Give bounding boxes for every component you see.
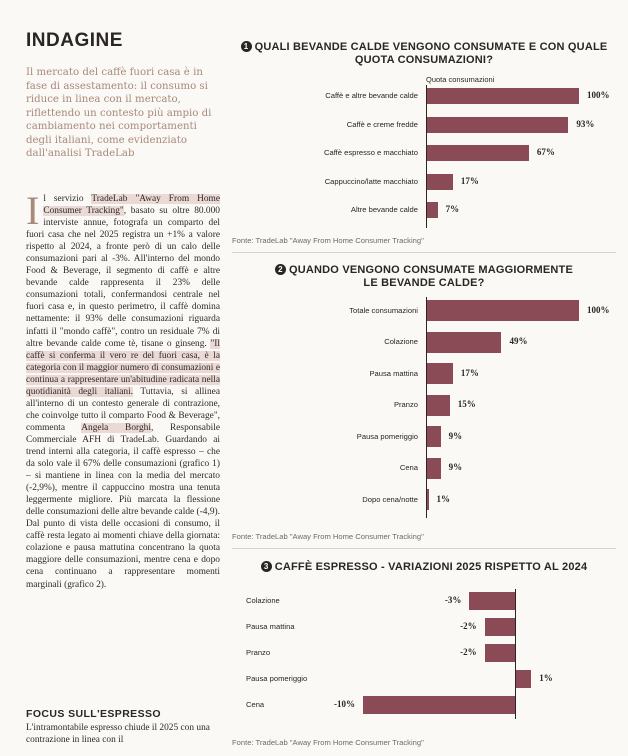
highlight-quote: "Il caffè si conferma il vero re del fuori casa, è la categoria con il maggior numero di consumazioni e continua a rappresentare un'abitudine radicata nella quotidianità degli italiani. [26,338,220,397]
chart-2-value-label: 15% [457,399,476,409]
chart-2-value-label: 9% [448,430,463,441]
chart-1-bar [427,88,579,104]
chart-1-value-label: 17% [460,175,479,186]
chart-2-label: Totale consumazioni [349,305,418,315]
chart-2-label: Cena [399,463,418,472]
chart-1-label: Caffè espresso e macchiato [324,148,418,157]
chart-2-label: Pausa mattina [369,368,418,378]
article-title: INDAGINE [26,30,123,51]
chart-2-number: 2 [275,264,286,275]
chart-2-label: Dopo cena/notte [362,494,418,504]
body-text-1: l servizio [43,194,92,204]
chart-2-source: Fonte: TradeLab "Away From Home Consumer Tracking" [232,532,424,541]
article-body [26,188,220,591]
chart-2-bar [427,363,453,384]
chart-1-value-label: 67% [536,147,555,157]
chart-3-number: 3 [261,561,272,572]
chart-1-title-text: QUALI BEVANDE CALDE VENGONO CONSUMATE E CON QUALE QUOTA CONSUMAZIONI? [254,41,608,66]
chart-2-bar [427,395,450,416]
chart-1-label: Cappuccino/latte macchiato [324,176,418,186]
chart-3-label: Colazione [246,596,280,605]
chart-3-label: Pausa mattina [246,622,295,631]
focus-title: FOCUS SULL'ESPRESSO [26,708,161,720]
chart-2-title [232,264,616,290]
chart-3-bar [363,696,515,714]
chart-1-bar [427,117,568,133]
focus-text: L'intramontabile espresso chiude il 2025 con una contrazione in linea con il [26,723,210,746]
chart-1-label: Caffè e creme fredde [346,119,418,129]
chart-1-number: 1 [241,41,252,52]
chart-2-bar [427,489,429,510]
chart-3-value-label: -10% [334,699,355,709]
chart-2-label: Colazione [384,337,418,346]
chart-1-label: Caffè e altre bevande calde [325,91,418,100]
chart-2-label: Pausa pomeriggio [356,431,418,441]
chart-3-bar [516,670,531,688]
chart-1-value-label: 100% [587,90,610,100]
chart-3-title [232,561,616,574]
chart-2-value-label: 17% [460,367,479,378]
chart-3-label: Pausa pomeriggio [246,674,308,683]
article-header [26,30,216,161]
chart-2-value-label: 100% [587,304,610,315]
chart-3-bar [485,644,515,662]
chart-2-value-label: 1% [436,493,451,504]
chart-3-axis [515,589,516,719]
chart-1-value-label: 7% [445,204,460,214]
chart-2-bar [427,458,441,479]
body-text-3: Tuttavia, si allinea all'interno di un contesto generale di contrazione, che coinvolge tutto il comparto Food & Beverage", commenta [26,386,220,433]
body-text-2: , basato su oltre 80.000 interviste annue, fotografa un comparto del fuori casa che nel 2025 registra un +1% a valore rispetto al 2024, a fronte però di un calo delle consumazioni pari al -3%. All'interno del mondo Food & Beverage, il segmento di caffè e altre bevande calde rappresenta il 23% delle consumazioni totali, confermandosi centrale nel fuori casa e, in questo perimetro, il caffè domina nettamente: il 93% delle consumazioni riguarda infatti il "mondo caffè", contro un residuale 7% di altre bevande calde come tè, tisane o ginseng. [26,206,220,349]
chart-1-source: Fonte: TradeLab "Away From Home Consumer Tracking" [232,236,424,245]
chart-1-title [232,41,616,67]
chart-3-value-label: -2% [460,647,477,657]
chart-3-value-label: -2% [460,621,477,631]
chart-2-value-label: 9% [448,462,463,472]
chart-1-column-header: Quota consumazioni [426,75,495,84]
chart-2-value-label: 49% [509,336,528,346]
separator-1 [232,252,616,253]
chart-3-value-label: -3% [444,595,462,605]
highlight-service: TradeLab "Away From Home Consumer Tracking" [43,194,220,217]
chart-3-label: Cena [246,700,265,709]
chart-3-label: Pranzo [246,648,271,657]
chart-1-bar [427,145,529,161]
chart-1-value-label: 93% [576,118,595,129]
chart-1-label: Altre bevande calde [350,205,418,214]
chart-2-bar [427,332,501,353]
chart-3-value-label: 1% [539,673,553,683]
body-text-4: , Responsabile Commerciale AFH di TradeLab. Guardando ai trend interni alla categoria, il caffè espresso – che da solo vale il 67% delle consumazioni (grafico 1) – si mantiene in linea con la media del mercato (-2,9%), mentre il cappuccino mostra una tenuta leggermente migliore. Più marcata la flessione delle consumazioni delle altre bevande calde (-4,9). Dal punto di vista delle occasioni di consumo, il caffè resta legato ai momenti chiave della giornata: colazione e pausa mattutina concentrano la quota maggiore delle consumazioni, mentre cena e dopo cena continuano a rappresentare momenti marginali (grafico 2). [26,422,220,590]
chart-2-bar [427,300,579,321]
dropcap: I [26,188,40,233]
separator-2 [232,548,616,549]
chart-2-label: Pranzo [393,400,418,409]
highlight-name: Angela Borghi [81,422,151,433]
chart-3-title-text: CAFFÈ ESPRESSO - VARIAZIONI 2025 RISPETTO AL 2024 [274,561,588,573]
article-intro: Il mercato del caffè fuori casa è in fase di assestamento: il consumo si riduce in linea con il mercato, riflettendo un contesto più ampio di cambiamento nei comportamenti degli italiani, come evidenziato dall'analisi TradeLab [26,67,212,159]
chart-1-bar [427,174,453,190]
chart-2-title-text: QUANDO VENGONO CONSUMATE MAGGIORMENTE LE BEVANDE CALDE? [288,264,574,289]
chart-3-bar [469,592,515,610]
chart-3-source: Fonte: TradeLab "Away From Home Consumer Tracking" [232,738,424,747]
chart-1-bar [427,202,438,218]
chart-3-bar [485,618,515,636]
chart-2-bar [427,426,441,447]
